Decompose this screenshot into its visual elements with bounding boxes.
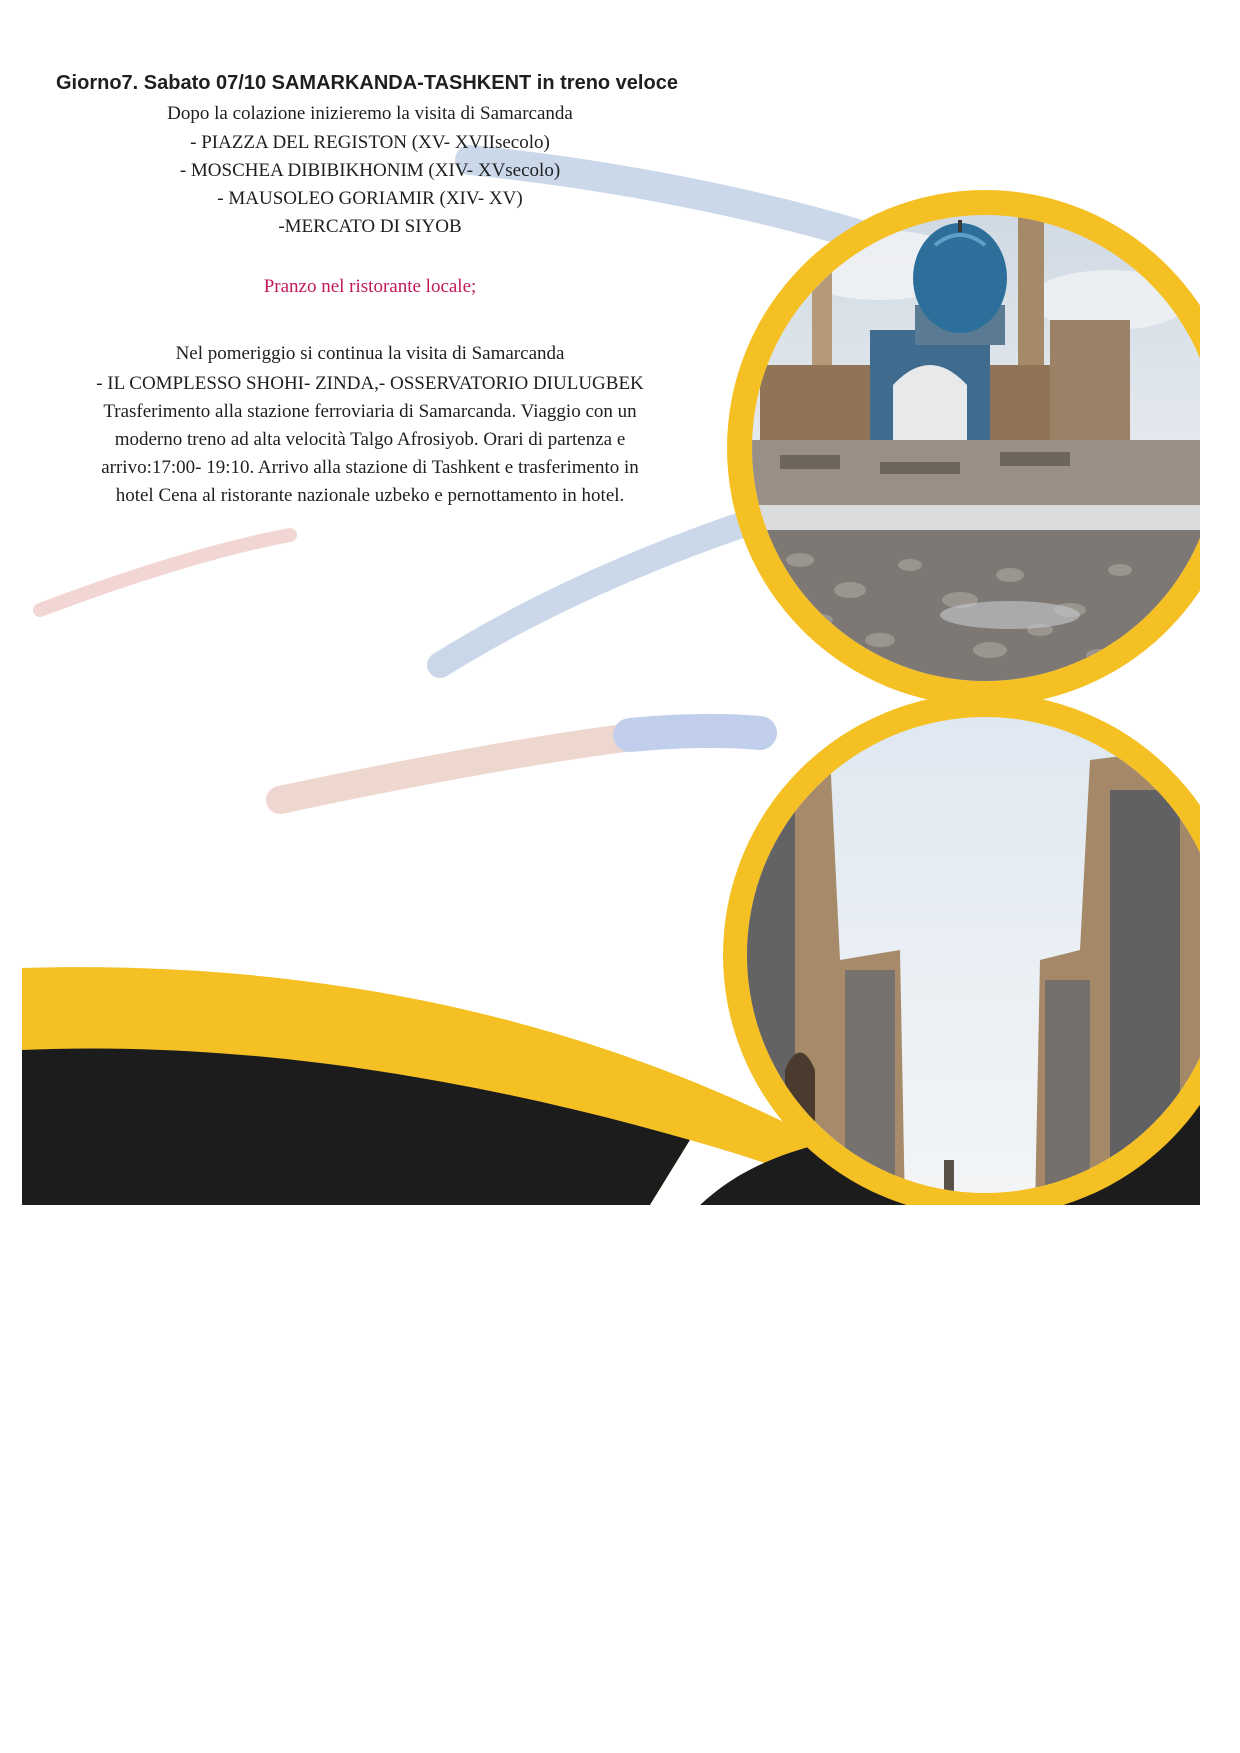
- day-title: Giorno7. Sabato 07/10 SAMARKANDA-TASHKENT in treno veloce: [56, 72, 678, 94]
- transfer-line-1: Trasferimento alla stazione ferroviaria di Samarcanda. Viaggio con un: [103, 401, 637, 422]
- visit-goriamir: - MAUSOLEO GORIAMIR (XIV- XV): [217, 188, 523, 209]
- afternoon-intro: Nel pomeriggio si continua la visita di Samarcanda: [175, 343, 565, 364]
- intro-line: Dopo la colazione inizieremo la visita di Samarcanda: [167, 103, 573, 124]
- lunch-note: Pranzo nel ristorante locale;: [263, 276, 477, 297]
- transfer-line-4: hotel Cena al ristorante nazionale uzbeko e pernottamento in hotel.: [115, 485, 625, 506]
- visit-registon: - PIAZZA DEL REGISTON (XV- XVIIsecolo): [190, 132, 550, 153]
- visit-siyob: -MERCATO DI SIYOB: [278, 216, 462, 237]
- afternoon-visit: - IL COMPLESSO SHOHI- ZINDA,- OSSERVATORIO DIULUGBEK: [96, 373, 644, 394]
- visit-bibikhonim: - MOSCHEA DIBIBIKHONIM (XIV- XVsecolo): [179, 160, 561, 181]
- transfer-line-2: moderno treno ad alta velocità Talgo Afrosiyob. Orari di partenza e: [114, 429, 626, 450]
- transfer-line-3: arrivo:17:00- 19:10. Arrivo alla stazione di Tashkent e trasferimento in: [101, 457, 639, 478]
